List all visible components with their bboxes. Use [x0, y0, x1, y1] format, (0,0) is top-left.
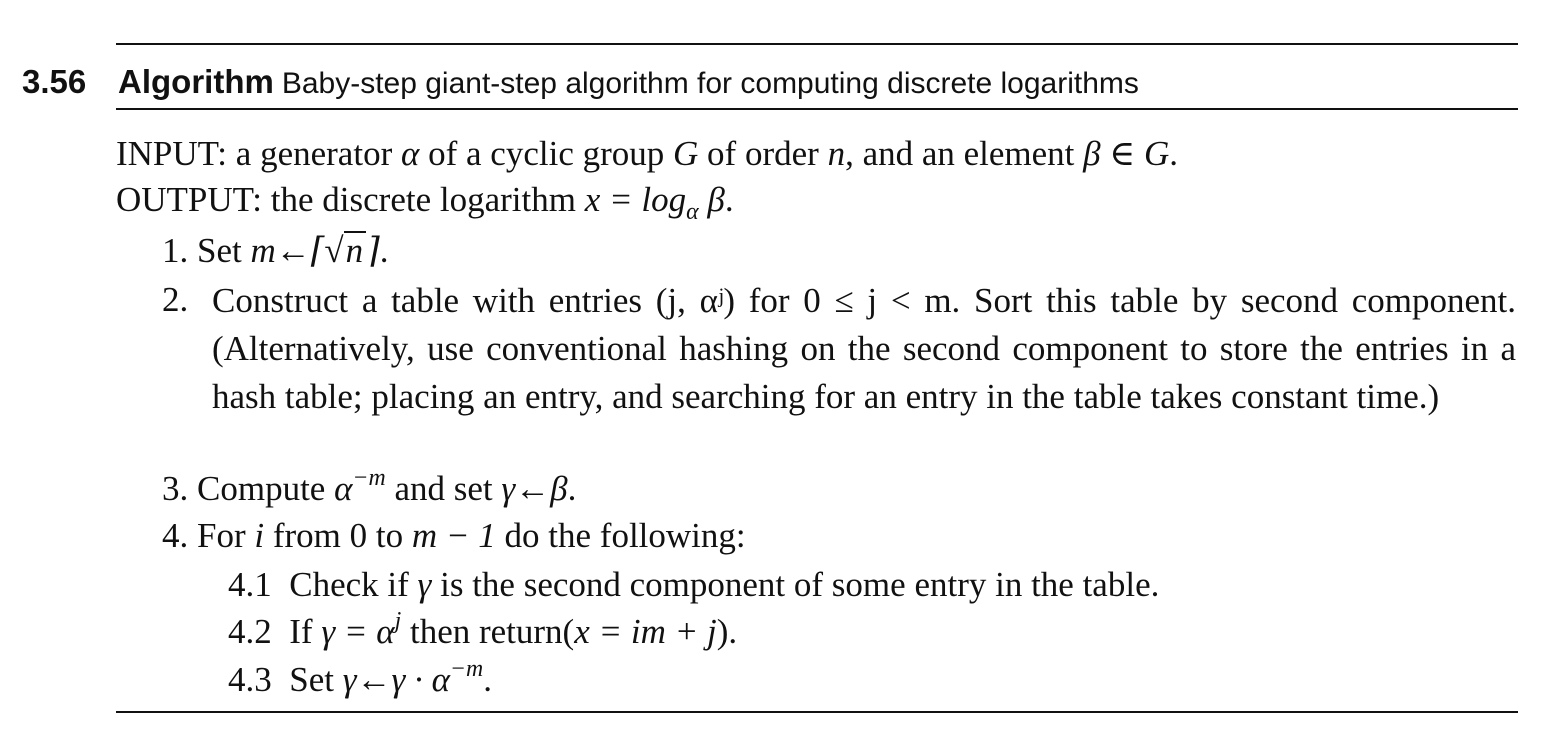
step-3-number: 3.	[162, 469, 189, 508]
substep-4-2-exponent: j	[394, 607, 402, 634]
step-3-and-set: and set	[394, 469, 493, 508]
step-3-exponent: −m	[352, 464, 386, 491]
algorithm-heading	[22, 58, 1139, 113]
substep-4-1	[228, 562, 1159, 608]
input-order: n	[827, 134, 846, 173]
top-rule	[116, 43, 1518, 45]
step-3-assign: γ←β	[501, 469, 568, 508]
substep-4-3-end: .	[483, 660, 492, 699]
step-3-compute: Compute	[197, 469, 326, 508]
substep-4-2-condition	[321, 607, 402, 651]
step-4-upper: m − 1	[411, 516, 496, 555]
output-formula	[584, 180, 725, 225]
algorithm-title: Baby-step giant-step algorithm for computing discrete logarithms	[281, 67, 1139, 100]
step-3-alpha	[334, 464, 386, 508]
step-2-number: 2.	[162, 280, 189, 319]
input-text-c: of order	[707, 134, 819, 173]
heading-rule	[116, 108, 1518, 110]
output-x-log: x = log	[584, 180, 687, 219]
step-4-from: from 0 to	[272, 516, 404, 555]
step-3-alpha-base: α	[334, 469, 353, 508]
substep-4-1-number: 4.1	[228, 565, 272, 604]
input-group: G	[673, 134, 699, 173]
step-4-following: do the following:	[504, 516, 746, 555]
substep-4-3-expr: γ←γ · α	[342, 660, 450, 699]
bottom-rule	[116, 711, 1518, 713]
step-3-end: .	[567, 469, 577, 508]
substep-4-2-number: 4.2	[228, 612, 272, 651]
substep-4-2-value: x = im + j	[574, 612, 717, 651]
algorithm-keyword: Algorithm	[118, 63, 274, 100]
step-1-formula	[250, 231, 379, 270]
output-end: .	[724, 180, 734, 219]
substep-4-1-rest: is the second component of some entry in the table.	[440, 565, 1160, 604]
substep-4-3-exponent: −m	[449, 655, 484, 682]
output-text: the discrete logarithm	[270, 180, 576, 219]
step-4-number: 4.	[162, 516, 189, 555]
substep-4-1-gamma: γ	[417, 565, 432, 604]
step-1-lhs: m←⌈	[250, 231, 325, 270]
substep-4-1-check: Check if	[289, 565, 409, 604]
substep-4-2-return: then return(	[409, 612, 575, 651]
step-4	[162, 513, 746, 559]
input-beta-in-g: β ∈ G	[1083, 134, 1170, 173]
substep-4-3-number: 4.3	[228, 660, 272, 699]
substep-4-2-if: If	[289, 612, 313, 651]
step-1-sqrt-arg: n	[344, 231, 367, 270]
step-4-for: For	[197, 516, 246, 555]
step-1-end: .	[379, 231, 389, 270]
input-text-a: a generator	[235, 134, 393, 173]
substep-4-2-cond-base: γ = α	[321, 612, 395, 651]
input-label: INPUT:	[116, 134, 228, 173]
step-3	[162, 466, 576, 512]
algorithm-number: 3.56	[22, 63, 87, 100]
step-1-set: Set	[197, 231, 242, 270]
step-1	[162, 228, 389, 274]
step-1-number: 1.	[162, 231, 189, 270]
input-text-b: of a cyclic group	[428, 134, 665, 173]
input-text-d: , and an element	[845, 134, 1075, 173]
input-line	[116, 131, 1178, 177]
substep-4-2-end: ).	[716, 612, 738, 651]
step-4-index: i	[254, 516, 265, 555]
input-end: .	[1169, 134, 1179, 173]
output-label: OUTPUT:	[116, 180, 263, 219]
substep-4-2	[228, 609, 737, 655]
sqrt-icon: √	[324, 231, 344, 270]
output-log-base: α	[686, 199, 699, 225]
step-1-rhs: ⌉	[366, 231, 380, 270]
output-beta: β	[707, 180, 725, 219]
step-2-text: Construct a table with entries (j, αʲ) for 0 ≤ j < m. Sort this table by second component. (Alternatively, use conventional hashing on the second component to store the entries in a hash table; placing an entry, and searching for an entry in the table takes constant time.)	[212, 281, 1516, 416]
substep-4-3-formula	[342, 655, 484, 699]
substep-4-3-set: Set	[289, 660, 334, 699]
substep-4-3	[228, 657, 492, 703]
output-line	[116, 177, 734, 223]
input-alpha: α	[400, 134, 420, 173]
